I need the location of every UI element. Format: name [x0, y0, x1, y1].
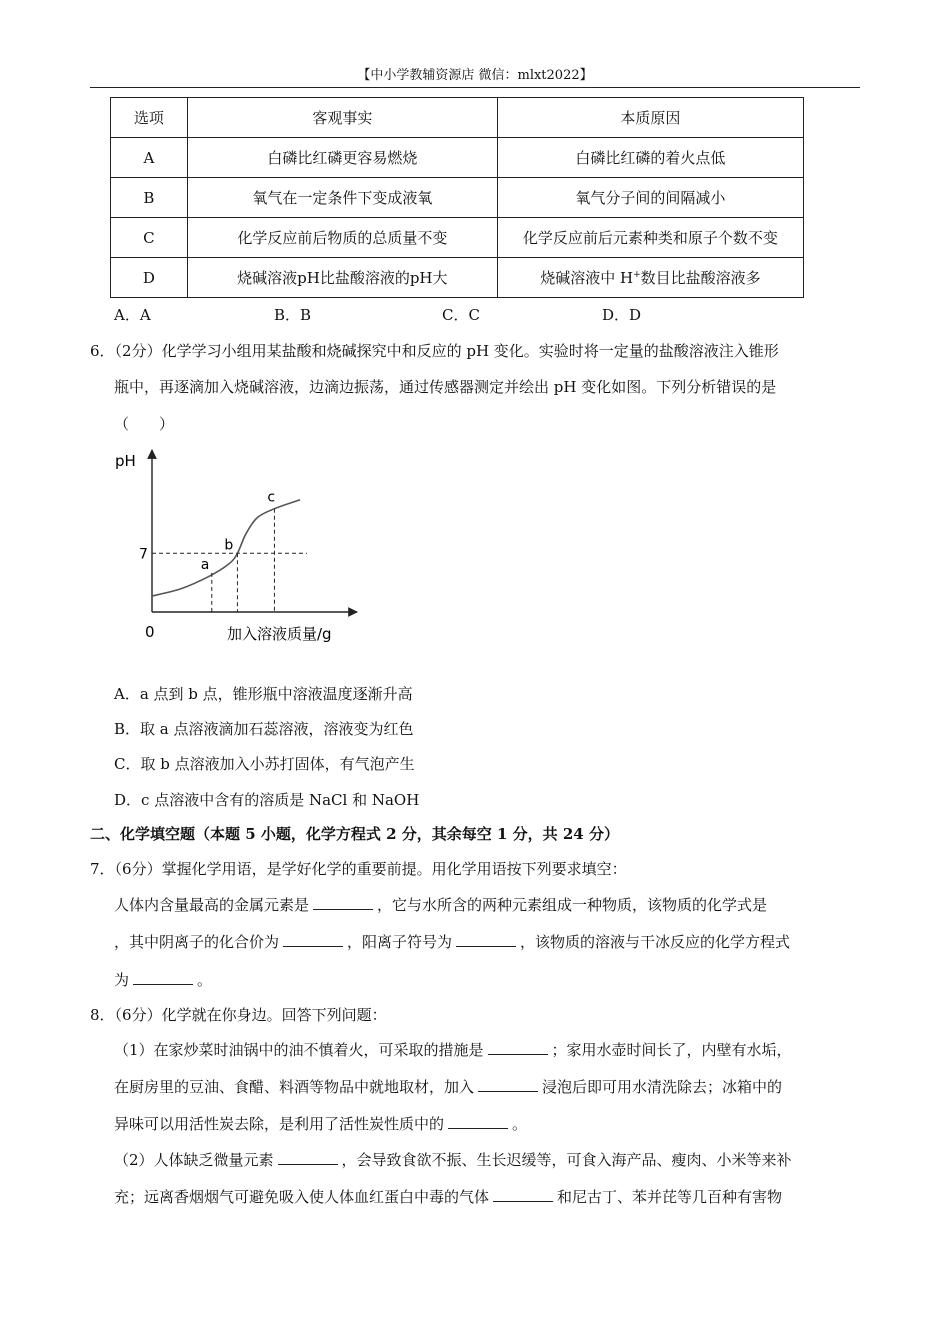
table-header: 选项 — [111, 98, 188, 138]
text: 异味可以用活性炭去除，是利用了活性炭性质中的 — [114, 1115, 445, 1133]
answer-blank[interactable] — [448, 1114, 508, 1129]
point-c-label: c — [267, 489, 276, 506]
q8-line3 — [114, 1113, 527, 1134]
table-cell: C — [111, 218, 188, 258]
q8-line5 — [114, 1186, 782, 1207]
text: ，会导致食欲不振、生长迟缓等，可食入海产品、瘦肉、小米等来补 — [341, 1151, 792, 1169]
reason-text: 烧碱溶液中 H — [540, 269, 634, 287]
ph-chart — [105, 440, 365, 650]
q6-stem-line2: 瓶中，再逐滴加入烧碱溶液，边滴边振荡，通过传感器测定并绘出 pH 变化如图。下列分析错误的是 — [114, 378, 777, 396]
text: 和尼古丁、苯并芘等几百种有害物 — [557, 1188, 783, 1206]
text: （1）在家炒菜时油锅中的油不慎着火，可采取的措施是 — [114, 1041, 484, 1059]
table-row — [111, 178, 804, 218]
x-axis-label: 加入溶液质量/g — [227, 625, 332, 643]
q8-line4 — [114, 1149, 792, 1170]
text: 。 — [512, 1115, 528, 1133]
answer-blank[interactable] — [493, 1187, 553, 1202]
table-row — [111, 218, 804, 258]
answer-blank[interactable] — [488, 1040, 548, 1055]
q7-line1 — [114, 894, 767, 915]
text: ；家用水壶时间长了，内壁有水垢， — [551, 1041, 792, 1059]
q5-choice-b: B．B — [274, 306, 312, 324]
table-cell: 氧气分子间的间隔减小 — [497, 178, 803, 218]
q5-choice-d: D．D — [602, 306, 642, 324]
text: ，它与水所含的两种元素组成一种物质，该物质的化学式是 — [377, 896, 768, 914]
answer-blank[interactable] — [313, 895, 373, 910]
q5-choice-c: C．C — [442, 306, 480, 324]
answer-blank[interactable] — [456, 932, 516, 947]
answer-blank[interactable] — [133, 970, 193, 985]
q7-stem: 7．（6分）掌握化学用语，是学好化学的重要前提。用化学用语按下列要求填空： — [90, 860, 627, 878]
q6-choice-b: B．取 a 点溶液滴加石蕊溶液，溶液变为红色 — [114, 720, 414, 738]
q6-choice-d: D．c 点溶液中含有的溶质是 NaCl 和 NaOH — [114, 791, 420, 809]
point-b-label: b — [224, 537, 234, 554]
section-2-heading: 二、化学填空题（本题 5 小题，化学方程式 2 分，其余每空 1 分，共 24 分） — [90, 825, 619, 843]
q6-stem-line3: （ ） — [114, 415, 175, 433]
y-axis-label: pH — [115, 452, 136, 470]
q7-line2 — [114, 931, 790, 952]
text: 在厨房里的豆油、食醋、料酒等物品中就地取材，加入 — [114, 1078, 475, 1096]
table-cell: B — [111, 178, 188, 218]
table-header: 本质原因 — [497, 98, 803, 138]
superscript: + — [633, 270, 641, 280]
reason-text: 数目比盐酸溶液多 — [640, 269, 761, 287]
table-cell: D — [111, 258, 188, 298]
table-cell: 化学反应前后物质的总质量不变 — [187, 218, 497, 258]
table-cell: 烧碱溶液pH比盐酸溶液的pH大 — [187, 258, 497, 298]
table-cell: 化学反应前后元素种类和原子个数不变 — [497, 218, 803, 258]
table-cell: A — [111, 138, 188, 178]
text: 浸泡后即可用水清洗除去；冰箱中的 — [542, 1078, 783, 1096]
q7-line3 — [114, 969, 212, 990]
table-header: 客观事实 — [187, 98, 497, 138]
q8-stem: 8．（6分）化学就在你身边。回答下列问题： — [90, 1006, 387, 1024]
text: 。 — [197, 971, 213, 989]
text: （2）人体缺乏微量元素 — [114, 1151, 274, 1169]
origin-label: 0 — [145, 623, 155, 641]
answer-blank[interactable] — [278, 1150, 338, 1165]
page-header: 【中小学教辅资源店 微信：mlxt2022】 — [90, 64, 860, 88]
y-tick-label: 7 — [139, 546, 148, 563]
table-cell: 氧气在一定条件下变成液氧 — [187, 178, 497, 218]
table-row — [111, 138, 804, 178]
text: 为 — [114, 971, 130, 989]
q8-line1 — [114, 1039, 792, 1060]
table-cell — [497, 258, 803, 298]
q8-line2 — [114, 1076, 782, 1097]
text: ，该物质的溶液与干冰反应的化学方程式 — [520, 933, 791, 951]
table-cell: 白磷比红磷的着火点低 — [497, 138, 803, 178]
table-cell: 白磷比红磷更容易燃烧 — [187, 138, 497, 178]
q5-choice-a: A．A — [114, 306, 151, 324]
text: ，其中阴离子的化合价为 — [114, 933, 280, 951]
q6-choice-a: A．a 点到 b 点，锥形瓶中溶液温度逐渐升高 — [114, 685, 413, 703]
answer-blank[interactable] — [478, 1077, 538, 1092]
options-table — [110, 97, 804, 298]
text: ，阳离子符号为 — [347, 933, 453, 951]
text: 人体内含量最高的金属元素是 — [114, 896, 310, 914]
point-a-label: a — [200, 556, 210, 573]
table-row — [111, 258, 804, 298]
q6-stem-line1: 6．（2分）化学学习小组用某盐酸和烧碱探究中和反应的 pH 变化。实验时将一定量的盐酸溶液注入锥形 — [90, 342, 779, 360]
answer-blank[interactable] — [283, 932, 343, 947]
table-header-row — [111, 98, 804, 138]
q6-choice-c: C．取 b 点溶液加入小苏打固体，有气泡产生 — [114, 755, 415, 773]
text: 充；远离香烟烟气可避免吸入使人体血红蛋白中毒的气体 — [114, 1188, 490, 1206]
